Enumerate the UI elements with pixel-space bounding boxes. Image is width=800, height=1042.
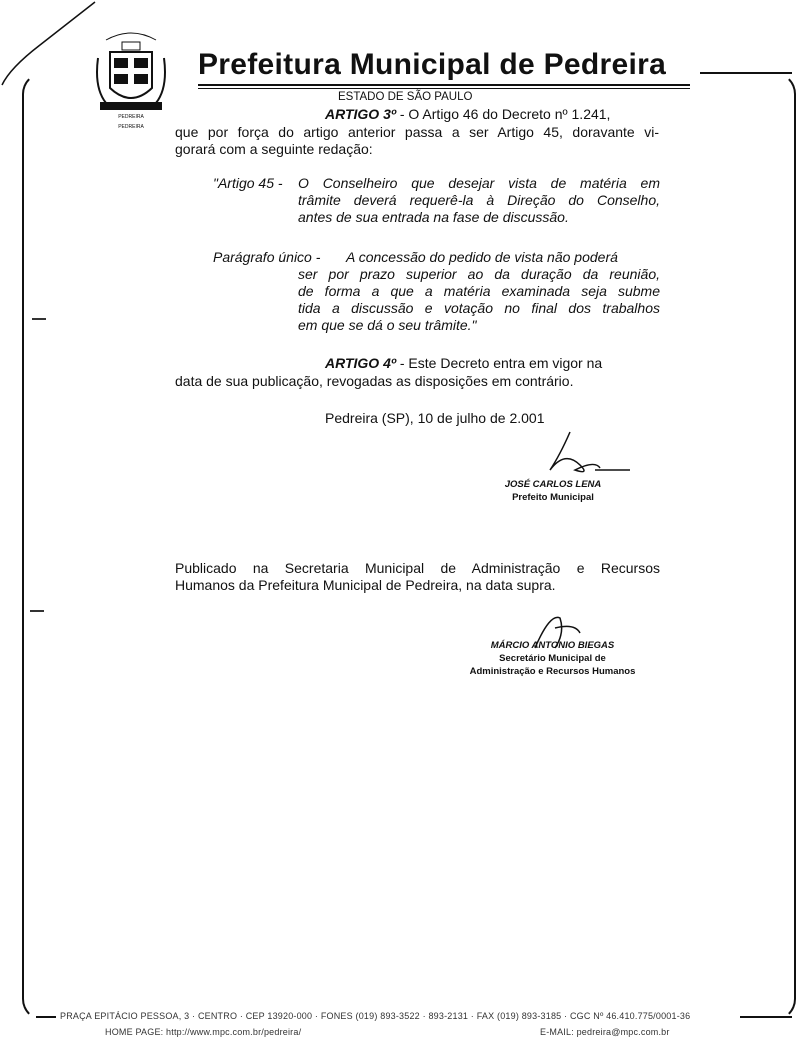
footer-address: PRAÇA EPITÁCIO PESSOA, 3 · CENTRO · CEP 13920-000 · FONES (019) 893-3522 · 893-2131 · FAX (019) 893-3185 · CGC Nº 46.410.775/0001-36 — [60, 1011, 691, 1021]
footer-homepage: HOME PAGE: http://www.mpc.com.br/pedreira/ — [105, 1027, 302, 1037]
publication-notice — [175, 560, 660, 594]
svg-text:PEDREIRA: PEDREIRA — [118, 114, 144, 120]
paragrafo-line: ser por prazo superior ao da duração da reunião, — [298, 266, 660, 282]
quote-line: antes de sua entrada na fase de discussão. — [298, 209, 569, 225]
footer-email: E-MAIL: pedreira@mpc.com.br — [540, 1027, 670, 1037]
signature-block-1 — [478, 478, 628, 504]
quote-line: O Conselheiro que desejar vista de matéria em — [298, 175, 660, 191]
artigo-3-label: ARTIGO 3º — [325, 106, 396, 122]
artigo-3-line-3: gorará com a seguinte redação: — [175, 141, 373, 157]
state-label: ESTADO DE SÃO PAULO — [338, 91, 473, 103]
signature-block-2 — [440, 639, 665, 678]
artigo-4-text: - Este Decreto entra em vigor na — [395, 355, 603, 371]
signer-title: Administração e Recursos Humanos — [469, 666, 636, 677]
paragrafo-line: tida a discussão e votação no final dos trabalhos — [298, 300, 660, 316]
municipal-crest-logo — [92, 28, 170, 133]
scan-mark — [30, 610, 44, 612]
page-title: Prefeitura Municipal de Pedreira — [198, 48, 667, 81]
signer-name: JOSÉ CARLOS LENA — [504, 479, 602, 490]
paragrafo-line: em que se dá o seu trâmite." — [298, 317, 477, 333]
artigo-4-line-2: data de sua publicação, revogadas as disposições em contrário. — [175, 373, 574, 389]
header-side-line — [700, 72, 792, 74]
quote-line: trâmite deverá requerê-la à Direção do Conselho, — [298, 192, 660, 208]
scan-mark-line — [0, 0, 100, 90]
publication-line: Publicado na Secretaria Municipal de Administração e Recursos — [175, 560, 660, 576]
paragrafo-block — [298, 266, 660, 334]
publication-line: Humanos da Prefeitura Municipal de Pedreira, na data supra. — [175, 577, 556, 593]
paragrafo-label: Parágrafo único - — [213, 249, 321, 265]
footer-line-left — [36, 1016, 56, 1018]
signer-title: Secretário Municipal de — [499, 653, 606, 664]
paragrafo-line-0: A concessão do pedido de vista não poderá — [346, 249, 618, 265]
paragrafo-line: de forma a que a matéria examinada seja subme — [298, 283, 660, 299]
quote-label: "Artigo 45 - — [213, 175, 283, 191]
signer-title: Prefeito Municipal — [512, 492, 594, 503]
artigo-4-heading — [325, 355, 660, 372]
title-underline-thin — [198, 88, 690, 89]
date-line: Pedreira (SP), 10 de julho de 2.001 — [325, 410, 545, 426]
artigo-4-label: ARTIGO 4º — [325, 355, 396, 371]
footer-line-right — [740, 1016, 792, 1018]
title-underline — [198, 84, 690, 86]
quote-block — [298, 175, 660, 226]
signer-name: MÁRCIO ANTONIO BIEGAS — [490, 640, 615, 651]
artigo-3-line-2: que por força do artigo anterior passa a ser Artigo 45, doravante vi- — [175, 124, 659, 140]
svg-text:PEDREIRA: PEDREIRA — [118, 124, 144, 130]
signature-jose-carlos-lena — [520, 430, 635, 480]
artigo-3-heading — [325, 106, 610, 123]
scan-mark — [32, 318, 46, 320]
artigo-3-text: - O Artigo 46 do Decreto nº 1.241, — [395, 106, 611, 122]
